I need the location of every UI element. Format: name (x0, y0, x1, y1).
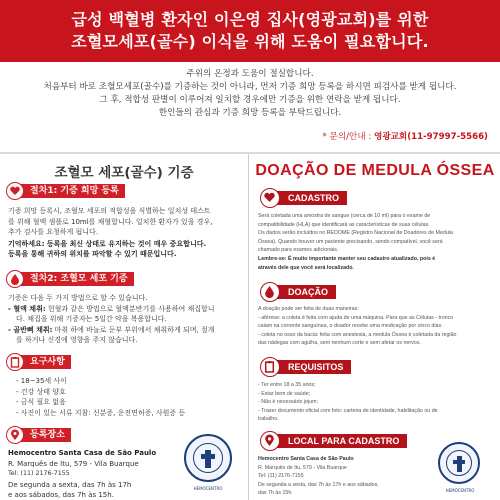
list-item: - 금식 필요 없음 (16, 398, 66, 406)
list-item: - 사진이 있는 서류 지참: 신분증, 운전면허증, 사원증 등 (16, 408, 186, 417)
item-label: - 골반뼈 채취: (8, 325, 53, 334)
section-header-label: CADASTRO (272, 191, 347, 205)
seal-cross (457, 456, 462, 472)
location-tel: Tel: (11) 2176-7155 (8, 470, 70, 477)
note-text: 등록을 최신 상태로 유지하는 것이 매우 중요합니다. (46, 239, 207, 248)
text-line: 를 하거나 신경에 영향을 주지 않습니다. (16, 336, 138, 344)
location-hours: De segunda a sexta, das 7h às 17h (8, 480, 132, 489)
donation-text (8, 293, 215, 346)
list-item: - 건강 상태 양호 (16, 387, 66, 396)
note-text: É muito importante manter seu cadastro atualizado, pois é (288, 255, 436, 262)
hands-heart-icon (260, 188, 280, 208)
text-line: A doação pode ser feita de duas maneiras: (258, 306, 359, 312)
local-hours: das 7h às 15h. (258, 490, 293, 497)
item-label: - 혈액 채취: (8, 304, 46, 313)
registration-note (8, 239, 212, 250)
local-hours: De segunda a sexta, das 7h às 17h e aos sábados, (258, 481, 379, 488)
text-line: 를 위해 혈액 샘플로 10ml를 채혈합니다. 일치한 환자가 있을 경우, (8, 217, 213, 226)
headline-line-1: 급성 백혈병 환자인 이은영 집사(영광교회)를 위한 (71, 10, 429, 29)
list-item: - 18~35세 사이 (16, 377, 67, 385)
text-line: compatibilidade (HLA) que identificará as características de suas células. (258, 221, 430, 228)
cadastro-note-cont (258, 264, 453, 273)
seal-cross (205, 450, 211, 468)
note-text: através dele que você será localizado. (258, 264, 354, 271)
hands-heart-icon (6, 182, 24, 200)
contact-label: * 문의/안내 : (322, 132, 372, 142)
korean-column (0, 154, 248, 500)
headline-line-2: 조혈모세포(골수) 이식을 위해 도움이 필요합니다. (71, 32, 429, 51)
list-item: - Estar bem de saúde; (258, 390, 311, 397)
clipboard-icon (260, 357, 280, 377)
note-text: 등록을 통해 귀하의 위치를 파악할 수 있기 때문입니다. (8, 250, 177, 258)
section-header-label: 등록장소 (14, 428, 71, 442)
korean-title: 조혈모 세포(골수) 기증 (54, 165, 194, 181)
cadastro-text (258, 212, 453, 272)
seal-caption: HEMOCENTRO (193, 486, 223, 491)
list-item: - Não é necessário jejum; (258, 399, 319, 406)
registration-text (8, 206, 212, 260)
local-name-text: Hemocentro Santa Casa de São Paulo (258, 456, 354, 462)
text-line: 기증 희망 등록시, 조혈모 세포의 적합성을 식별하는 일치성 테스트 (8, 207, 211, 215)
cadastro-note (258, 255, 453, 264)
section-header-label: REQUISITOS (272, 360, 351, 374)
text-line: 다. 채집을 위해 기증자는 5일간 약을 복용합니다. (16, 315, 167, 323)
appeal-line: 한인들의 관심과 기증 희망 등록을 부탁드립니다. (158, 108, 342, 118)
blood-drop-icon (6, 270, 24, 288)
doacao-text (258, 305, 456, 348)
text-line: Será coletada uma amostra de sangue (cerca de 10 ml) para o exame de (258, 213, 431, 219)
section-header-donation (0, 270, 248, 287)
contact-info (323, 130, 488, 142)
item-text: 헌혈과 같은 방법으로 혈액분반기를 사용하여 채집합니 (47, 304, 215, 313)
column-divider (248, 154, 249, 500)
seal-caption: HEMOCENTRO (445, 488, 475, 493)
clipboard-icon (6, 353, 24, 371)
hemocentro-seal (184, 434, 232, 491)
portuguese-column (250, 154, 500, 500)
requisitos-text (258, 381, 438, 424)
location-name (8, 448, 156, 459)
blood-drop-icon (260, 282, 280, 302)
registration-note-cont (8, 249, 212, 260)
item-text: 마취 하에 바늘로 둔부 부위에서 채취하게 되며, 절개 (54, 325, 215, 334)
requirements-list (16, 376, 185, 418)
location-pin-icon (260, 431, 280, 451)
location-address: R. Marquês de Itu, 579 - Vila Buarque (8, 459, 139, 468)
text-line (8, 325, 215, 336)
text-line: chamado para exames adicionais. (258, 247, 339, 254)
appeal-line: 주위의 온정과 도움이 절실합니다. (186, 69, 314, 79)
text-line: 기증은 다음 두 가지 방법으로 할 수 있습니다. (8, 294, 148, 302)
portuguese-title: DOAÇÃO DE MEDULA ÓSSEA (255, 162, 495, 179)
text-line: Óssea). Quando houver um paciente precisando, sendo compatível, você será (258, 238, 443, 245)
text-line: Os dados serão incluídos no REDOME (Registro Nacional de Doadores de Medula (258, 230, 453, 237)
note-label: 기억하세요: (8, 239, 45, 248)
appeal-line: 그 후, 적합성 판별이 이루어져 일치할 경우에만 기증을 위한 연락을 받게 됩니다. (99, 95, 401, 105)
text-line: - coleta no osso da bacia: feita com anestesia, a medula Óssea é coletada da região (258, 331, 457, 338)
location-hours: e aos sábados, das 7h às 15h. (8, 491, 114, 499)
hemocentro-seal (438, 442, 480, 493)
local-tel: Tel: (11) 2176-7155 (258, 473, 304, 480)
section-header-requirements (0, 353, 248, 370)
text-line: 추가 검사를 요청하게 됩니다. (8, 228, 99, 236)
list-item: - Trazer documento oficial com foto: carteira de identidade, habilitação ou de (258, 407, 438, 414)
note-label: Lembre-se: (258, 255, 287, 262)
list-item: trabalho. (258, 416, 279, 423)
section-header-label: LOCAL PARA CADASTRO (272, 434, 407, 448)
text-line: - aférese: a coleta é feita com ajuda de uma máquina. Para que as Células - tronco (258, 314, 454, 321)
list-item: - Ter entre 18 a 35 anos; (258, 382, 316, 388)
text-line: das nádegas com agulha, sem nenhum corte e sem afetar os nervos. (258, 340, 421, 347)
section-header-registration (0, 182, 248, 199)
appeal-text (0, 62, 500, 158)
local-name (258, 455, 379, 464)
text-line (8, 304, 215, 315)
local-address: R. Marquês de Itu, 579 - Vila Buarque (258, 464, 347, 471)
location-pin-icon (6, 426, 24, 444)
section-header-label: 절차1: 기증 희망 등록 (14, 184, 125, 198)
headline-banner (0, 0, 500, 62)
location-name-text: Hemocentro Santa Casa de São Paulo (8, 449, 157, 457)
appeal-line: 처음부터 바로 조혈모세포(골수)를 기증하는 것이 아니라, 먼저 기증 희망 등록을 하시면 피검사를 받게 됩니다. (43, 82, 457, 92)
section-header-label: DOAÇÃO (272, 285, 336, 299)
local-text (258, 455, 379, 498)
contact-value: 영광교회(11-97997-5566) (374, 132, 488, 142)
section-header-label: 요구사항 (14, 355, 71, 369)
section-header-label: 절차2: 조혈모 세포 기증 (14, 272, 134, 286)
text-line: caiam na corrente sanguínea, o doador recebe uma medicação por cinco dias. (258, 323, 443, 330)
location-text (8, 448, 156, 500)
